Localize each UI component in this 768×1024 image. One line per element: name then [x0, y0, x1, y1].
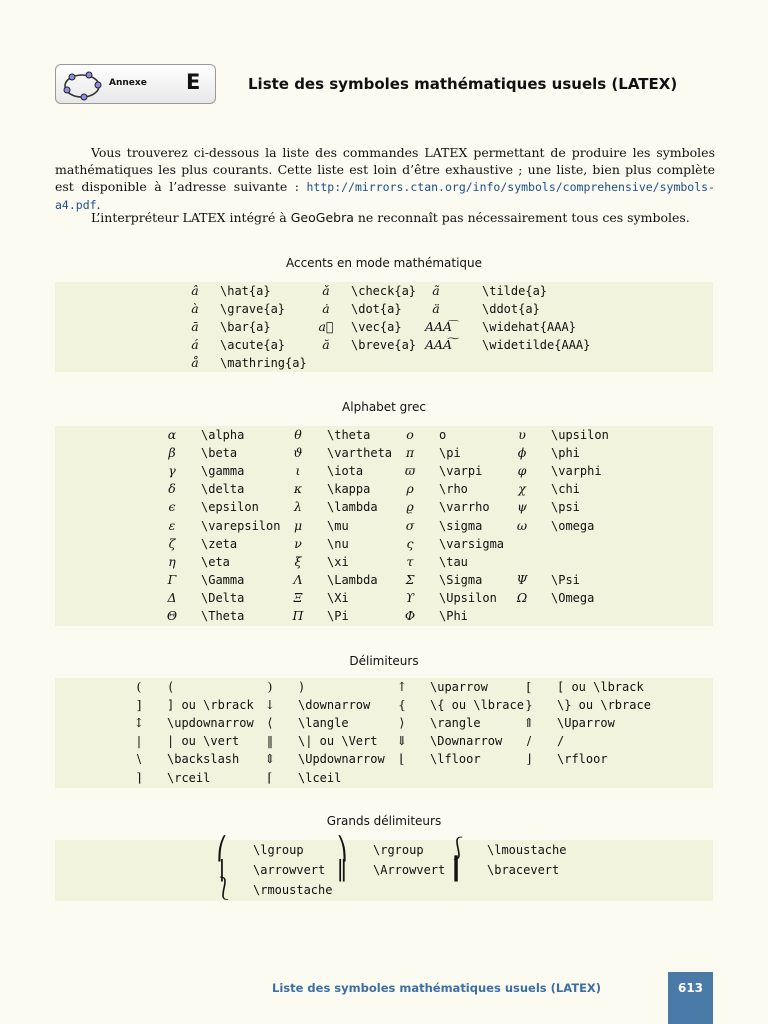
latex-command: \breve{a} — [351, 338, 417, 352]
latex-command: \bar{a} — [220, 320, 271, 334]
table-row — [55, 857, 713, 882]
latex-command: \sigma — [439, 518, 483, 533]
symbol-glyph: ξ — [294, 553, 302, 569]
symbol-glyph: λ — [294, 499, 302, 515]
symbol-glyph: ‖ — [336, 857, 348, 882]
accents-table — [55, 282, 713, 372]
table-row — [55, 282, 713, 300]
latex-command: \Theta — [201, 609, 245, 623]
latex-command: \lfloor — [430, 752, 481, 767]
latex-command: \nu — [327, 536, 349, 551]
latex-command: [ ou \lbrack — [557, 680, 644, 694]
symbol-glyph: ⌊ — [399, 751, 405, 767]
symbol-glyph: ε — [168, 517, 176, 533]
latex-command: \Pi — [327, 609, 349, 623]
latex-command: / — [557, 734, 565, 749]
symbol-glyph: ⇑ — [523, 715, 535, 731]
symbol-glyph: Γ — [167, 571, 177, 587]
latex-command: \Delta — [201, 590, 245, 605]
table-row — [55, 837, 713, 862]
table-row — [55, 678, 713, 696]
latex-command: \varphi — [551, 464, 602, 479]
symbol-glyph: ι — [295, 463, 301, 479]
symbol-glyph: ã — [432, 283, 440, 298]
symbol-glyph: Φ — [404, 608, 416, 623]
delimiters-table — [55, 678, 713, 788]
latex-command: \phi — [551, 446, 580, 461]
latex-command: \tau — [439, 554, 468, 569]
table-row — [55, 750, 713, 768]
annexe-badge — [55, 64, 216, 104]
table-row — [55, 480, 713, 498]
symbol-glyph: ρ — [406, 481, 414, 497]
table-row — [55, 336, 713, 354]
table-row — [55, 696, 713, 714]
symbol-glyph: ϱ — [406, 499, 414, 515]
symbol-glyph: ⎞ — [336, 837, 348, 862]
latex-command: \varepsilon — [201, 518, 281, 533]
symbol-glyph: δ — [168, 481, 176, 497]
latex-command: ] ou \rbrack — [167, 698, 254, 713]
latex-command: \uparrow — [430, 680, 488, 694]
latex-command: \bracevert — [487, 863, 560, 877]
latex-command: \gamma — [201, 464, 245, 479]
symbol-glyph: ζ — [168, 535, 176, 551]
latex-command: \lmoustache — [487, 843, 567, 857]
table-row — [55, 732, 713, 750]
latex-command: \iota — [327, 464, 364, 479]
latex-command: | ou \vert — [167, 734, 240, 749]
latex-command: \updownarrow — [167, 716, 254, 731]
table-row — [55, 354, 713, 372]
symbol-glyph: κ — [293, 481, 303, 497]
page-number: 613 — [668, 972, 713, 1024]
symbol-glyph: χ — [518, 481, 526, 497]
symbol-glyph: ȧ — [322, 301, 330, 316]
latex-command: \Psi — [551, 572, 580, 587]
latex-command: o — [439, 428, 447, 442]
latex-command: \chi — [551, 482, 580, 497]
latex-command: \hat{a} — [220, 284, 271, 298]
latex-command: \rgroup — [373, 843, 424, 857]
latex-command: \vec{a} — [351, 320, 402, 334]
table-row — [55, 877, 713, 902]
latex-command: \} ou \rbrace — [557, 698, 651, 713]
symbol-glyph: ] — [136, 697, 142, 713]
table-row — [55, 462, 713, 480]
symbol-glyph: Ψ — [516, 571, 528, 587]
symbol-glyph: ă — [322, 337, 330, 352]
latex-command: \beta — [201, 446, 238, 461]
latex-command: \Phi — [439, 609, 468, 623]
latex-command: \lceil — [298, 770, 342, 785]
symbol-glyph: ⇓ — [396, 733, 408, 749]
latex-command: \Xi — [327, 590, 349, 605]
table-row — [55, 535, 713, 553]
symbol-glyph: } — [525, 697, 533, 713]
symbol-glyph: | — [136, 733, 142, 749]
latex-command: \varsigma — [439, 536, 505, 551]
latex-command: \vartheta — [327, 446, 393, 461]
symbol-glyph: Ξ — [293, 589, 303, 605]
symbol-glyph: / — [526, 733, 532, 749]
symbol-glyph: { — [398, 697, 406, 713]
symbol-glyph: θ — [294, 427, 302, 442]
latex-command: \langle — [298, 716, 349, 731]
symbol-glyph: AAA͠ — [425, 337, 453, 352]
latex-command: \backslash — [167, 752, 240, 767]
footer-title: Liste des symboles mathématiques usuels (LATEX) — [272, 981, 602, 995]
symbol-glyph: Λ — [293, 571, 303, 587]
symbol-glyph: ⌈ — [267, 769, 273, 785]
latex-command: \downarrow — [298, 698, 371, 713]
intro-text-end: . — [96, 197, 101, 212]
symbol-glyph: ω — [516, 517, 528, 533]
symbol-glyph: η — [168, 553, 176, 569]
symbol-glyph: υ — [518, 427, 526, 442]
symbol-glyph: ⎛ — [216, 837, 228, 862]
latex-command: \{ ou \lbrace — [430, 698, 524, 713]
symbol-glyph: ϕ — [517, 445, 527, 461]
latex-command: \varrho — [439, 500, 490, 515]
section-heading-accents: Accents en mode mathématique — [285, 256, 483, 270]
table-row — [55, 553, 713, 571]
symbol-glyph: ϵ — [168, 499, 176, 515]
symbol-glyph: α — [167, 427, 177, 442]
table-row — [55, 318, 713, 336]
symbol-glyph: ⌉ — [136, 769, 142, 785]
symbol-glyph: o — [406, 427, 414, 442]
latex-command: \rfloor — [557, 752, 608, 767]
latex-command: \epsilon — [201, 500, 259, 515]
latex-command: \psi — [551, 500, 580, 515]
intro-paragraph-1 — [55, 144, 715, 214]
symbol-glyph: á — [191, 337, 199, 352]
symbol-glyph: ǎ — [322, 283, 330, 298]
geogebra-name: GeoGebra — [290, 210, 354, 225]
annexe-label: Annexe — [109, 78, 147, 88]
latex-command: \xi — [327, 554, 349, 569]
symbol-glyph: ⎱ — [213, 877, 236, 902]
symbol-glyph: ν — [294, 535, 302, 551]
symbol-glyph: Θ — [166, 608, 178, 623]
section-heading-greek: Alphabet grec — [342, 400, 426, 414]
table-row — [55, 714, 713, 732]
symbol-glyph: ⟨ — [267, 715, 273, 731]
latex-command: \tilde{a} — [482, 284, 548, 298]
chapter-title: Liste des symboles mathématiques usuels (LATEX) — [248, 75, 678, 93]
symbol-glyph: ‖ — [266, 733, 274, 749]
latex-command: \rceil — [167, 770, 211, 785]
latex-command: \Uparrow — [557, 716, 615, 731]
latex-command: \upsilon — [551, 428, 609, 442]
latex-command: \Downarrow — [430, 734, 503, 749]
latex-command: \varpi — [439, 464, 483, 479]
table-row — [55, 769, 713, 787]
latex-command: \acute{a} — [220, 338, 286, 352]
symbol-glyph: AAA͡ — [425, 319, 453, 334]
symbol-glyph: σ — [405, 517, 415, 533]
symbol-glyph: à — [191, 301, 199, 316]
symbol-glyph: ϑ — [293, 445, 303, 461]
ctan-symbols-link[interactable]: http://mirrors.ctan.org/info/symbols/comprehensive/symbols-a4.pdf — [55, 180, 715, 212]
latex-command: \arrowvert — [253, 863, 326, 877]
symbol-glyph: Π — [292, 608, 304, 623]
latex-command: \kappa — [327, 482, 371, 497]
symbol-glyph: γ — [168, 463, 176, 479]
symbol-glyph: â — [191, 283, 199, 298]
symbol-glyph: β — [168, 445, 176, 461]
latex-command: \delta — [201, 482, 245, 497]
symbol-glyph: ψ — [517, 499, 527, 515]
symbol-glyph: ⇕ — [264, 751, 276, 767]
symbol-glyph: å — [191, 355, 199, 370]
intro-text-2b: ne reconnaît pas nécessairement tous ces symboles. — [353, 210, 690, 225]
latex-command: \dot{a} — [351, 302, 402, 316]
latex-command: \Arrowvert — [373, 863, 446, 877]
latex-command: \rho — [439, 482, 468, 497]
table-row — [55, 426, 713, 444]
symbol-glyph: τ — [406, 553, 414, 569]
latex-command: \grave{a} — [220, 302, 286, 316]
latex-command: \zeta — [201, 536, 238, 551]
symbol-glyph: | — [218, 857, 226, 882]
latex-command: \| ou \Vert — [298, 734, 378, 749]
table-row — [55, 300, 713, 318]
latex-command: \Sigma — [439, 572, 483, 587]
latex-command: \rangle — [430, 716, 481, 731]
latex-command: \omega — [551, 518, 595, 533]
symbol-glyph: ⎰ — [447, 837, 470, 862]
section-heading-large-delimiters: Grands délimiteurs — [326, 814, 442, 828]
symbol-glyph: ⟩ — [399, 715, 405, 731]
symbol-glyph: ( — [136, 679, 142, 694]
table-row — [55, 444, 713, 462]
latex-command: \lambda — [327, 500, 378, 515]
table-row — [55, 571, 713, 589]
symbol-glyph: a⃗ — [318, 319, 334, 334]
latex-command: \Lambda — [327, 572, 378, 587]
symbol-glyph: ⌋ — [526, 751, 532, 767]
intro-text: Vous trouverez ci-dessous la liste des commandes LATEX permettant de produire les symboles mathématiques les plus courants. Cette liste est loin d’être exhaustive ; une liste, bien plus complète est disponible à l’adresse suivante : — [55, 145, 715, 194]
intro-text-2a: L’interpréteur LATEX intégré à — [91, 210, 291, 225]
symbol-glyph: ä — [432, 301, 440, 316]
table-row — [55, 517, 713, 535]
latex-command: ( — [167, 680, 175, 694]
latex-command: \mu — [327, 518, 349, 533]
latex-command: \eta — [201, 554, 230, 569]
symbol-glyph: ↑ — [396, 679, 408, 694]
annexe-letter: E — [186, 70, 201, 94]
symbol-glyph: ┃ — [449, 857, 463, 882]
latex-command: \alpha — [201, 428, 245, 442]
table-row — [55, 498, 713, 516]
latex-command: \mathring{a} — [220, 356, 307, 370]
symbol-glyph: ς — [406, 535, 414, 551]
symbol-glyph: \ — [136, 751, 142, 767]
latex-command: \widetilde{AAA} — [482, 338, 591, 352]
latex-command: ) — [298, 680, 306, 694]
symbol-glyph: Δ — [167, 589, 177, 605]
latex-command: \widehat{AAA} — [482, 320, 576, 334]
latex-command: \Updownarrow — [298, 752, 385, 767]
symbol-glyph: μ — [293, 517, 303, 533]
symbol-glyph: [ — [526, 679, 532, 694]
symbol-glyph: ↓ — [264, 697, 276, 713]
symbol-glyph: Ω — [516, 589, 528, 605]
section-heading-delimiters: Délimiteurs — [349, 654, 419, 668]
latex-command: \ddot{a} — [482, 302, 540, 316]
greek-table — [55, 426, 713, 626]
latex-command: \rmoustache — [253, 883, 333, 897]
symbol-glyph: π — [405, 445, 415, 461]
intro-paragraph-2 — [55, 209, 715, 226]
latex-command: \theta — [327, 428, 371, 442]
symbol-glyph: ā — [191, 319, 199, 334]
symbol-glyph: ϒ — [405, 589, 415, 605]
geogebra-logo-icon — [60, 68, 104, 102]
symbol-glyph: φ — [517, 463, 527, 479]
latex-command: \Gamma — [201, 572, 245, 587]
latex-command: \check{a} — [351, 284, 417, 298]
latex-command: \Omega — [551, 590, 595, 605]
table-row — [55, 589, 713, 607]
symbol-glyph: ϖ — [404, 463, 416, 479]
latex-command: \Upsilon — [439, 590, 497, 605]
latex-command: \lgroup — [253, 843, 304, 857]
table-row — [55, 607, 713, 625]
large-delimiters-table — [55, 837, 713, 902]
symbol-glyph: Σ — [405, 571, 415, 587]
symbol-glyph: ↕ — [133, 715, 145, 731]
latex-command: \pi — [439, 446, 461, 461]
symbol-glyph: ) — [267, 679, 273, 694]
